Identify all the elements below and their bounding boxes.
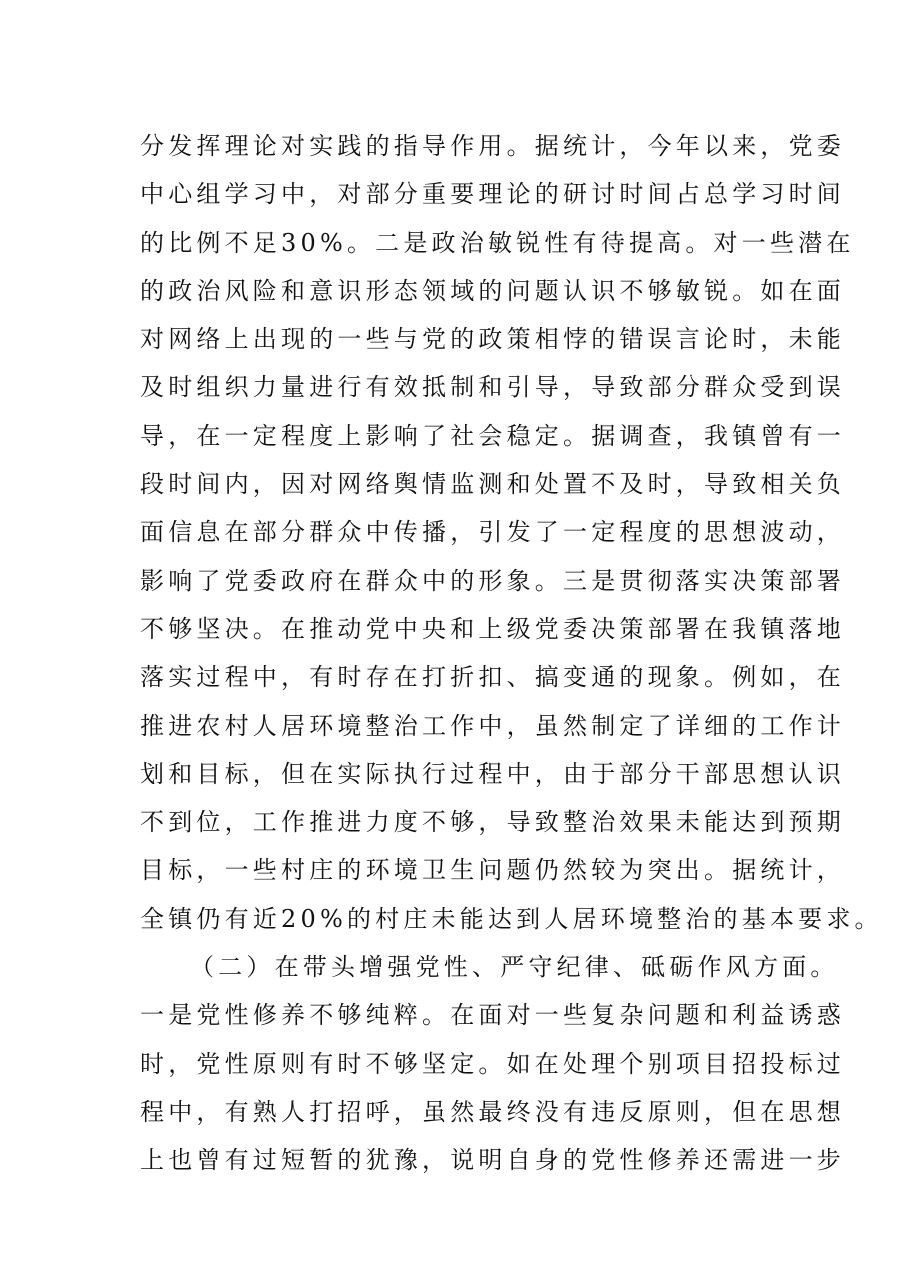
text-line: 面信息在部分群众中传播，引发了一定程度的思想波动， bbox=[140, 518, 845, 547]
body-text bbox=[140, 122, 883, 1185]
text-line: 影响了党委政府在群众中的形象。三是贯彻落实决策部署 bbox=[140, 566, 845, 595]
text-line: 推进农村人居环境整治工作中，虽然制定了详细的工作计 bbox=[140, 711, 845, 740]
text-line: 导，在一定程度上影响了社会稳定。据调查，我镇曾有一 bbox=[140, 421, 845, 450]
section-heading: （二）在带头增强党性、严守纪律、砥砺作风方面。 bbox=[190, 953, 839, 982]
text-line: 及时组织力量进行有效抵制和引导，导致部分群众受到误 bbox=[140, 373, 845, 402]
text-line: 的政治风险和意识形态领域的问题认识不够敏锐。如在面 bbox=[140, 276, 845, 305]
text-line: 程中，有熟人打招呼，虽然最终没有违反原则，但在思想 bbox=[140, 1097, 845, 1126]
text-line: 分发挥理论对实践的指导作用。据统计，今年以来，党委 bbox=[140, 132, 845, 160]
text-line: 中心组学习中，对部分重要理论的研讨时间占总学习时间 bbox=[140, 180, 845, 209]
text-line: 不到位，工作推进力度不够，导致整治效果未能达到预期 bbox=[140, 808, 845, 837]
text-line: 不够坚决。在推动党中央和上级党委决策部署在我镇落地 bbox=[140, 614, 845, 643]
text-line: 时，党性原则有时不够坚定。如在处理个别项目招投标过 bbox=[140, 1049, 845, 1078]
text-line: 段时间内，因对网络舆情监测和处置不及时，导致相关负 bbox=[140, 470, 845, 499]
text-line: 目标，一些村庄的环境卫生问题仍然较为突出。据统计， bbox=[140, 856, 845, 885]
text-line: 一是党性修养不够纯粹。在面对一些复杂问题和利益诱惑 bbox=[140, 1001, 845, 1030]
text-line: 的比例不足30%。二是政治敏锐性有待提高。对一些潜在 bbox=[140, 228, 855, 257]
text-line: 落实过程中，有时存在打折扣、搞变通的现象。例如，在 bbox=[140, 663, 845, 692]
text-line: 全镇仍有近20%的村庄未能达到人居环境整治的基本要求。 bbox=[140, 904, 883, 933]
text-line: 对网络上出现的一些与党的政策相悖的错误言论时，未能 bbox=[140, 325, 845, 354]
text-line: 划和目标，但在实际执行过程中，由于部分干部思想认识 bbox=[140, 759, 845, 788]
text-line: 上也曾有过短暂的犹豫，说明自身的党性修养还需进一步 bbox=[140, 1146, 845, 1175]
